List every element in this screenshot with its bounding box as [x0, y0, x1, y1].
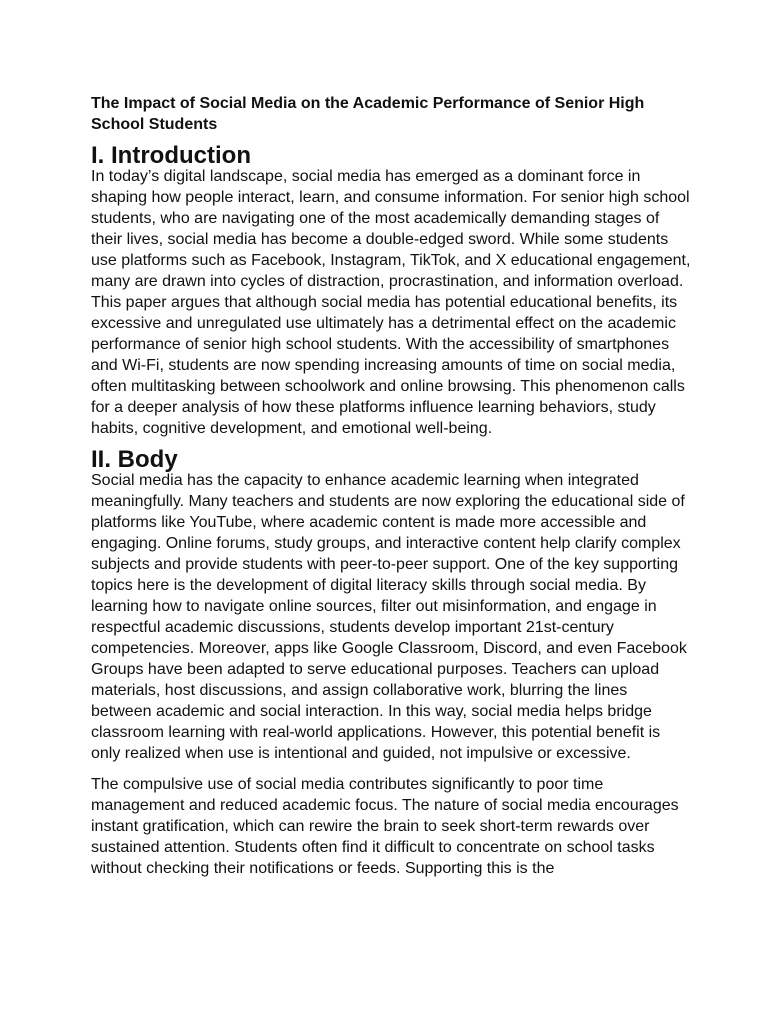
- section-heading-body: II. Body: [91, 446, 178, 473]
- body-paragraph-1: Social media has the capacity to enhance academic learning when integrated meaningfully. Many teachers and students are now exploring the educational side of platforms like YouTube, where academic content is made more accessible and engaging. Online forums, study groups, and interactive content help clarify complex subjects and provide students with peer-to-peer support. One of the key supporting topics here is the development of digital literacy skills through social media. By learning how to navigate online sources, filter out misinformation, and engage in respectful academic discussions, students develop important 21st-century competencies. Moreover, apps like Google Classroom, Discord, and even Facebook Groups have been adapted to serve educational purposes. Teachers can upload materials, host discussions, and assign collaborative work, blurring the lines between academic and social interaction. In this way, social media helps bridge classroom learning with real-world applications. However, this potential benefit is only realized when use is intentional and guided, not impulsive or excessive.: [91, 472, 687, 762]
- body-paragraph-2: The compulsive use of social media contributes significantly to poor time management and reduced academic focus. The nature of social media encourages instant gratification, which can rewire the brain to seek short-term rewards over sustained attention. Students often find it difficult to concentrate on school tasks without checking their notifications or feeds. Supporting this is the: [91, 776, 679, 877]
- introduction-paragraph: In today’s digital landscape, social media has emerged as a dominant force in shaping how people interact, learn, and consume information. For senior high school students, who are navigating one of the most academically demanding stages of their lives, social media has become a double-edged sword. While some students use platforms such as Facebook, Instagram, TikTok, and X educational engagement, many are drawn into cycles of distraction, procrastination, and information overload. This paper argues that although social media has potential educational benefits, its excessive and unregulated use ultimately has a detrimental effect on the academic performance of senior high school students. With the accessibility of smartphones and Wi-Fi, students are now spending increasing amounts of time on social media, often multitasking between schoolwork and online browsing. This phenomenon calls for a deeper analysis of how these platforms influence learning behaviors, study habits, cognitive development, and emotional well-being.: [91, 168, 691, 437]
- section-body: [91, 446, 691, 879]
- document-page: [91, 93, 691, 889]
- section-heading-introduction: I. Introduction: [91, 142, 251, 169]
- section-introduction: [91, 142, 691, 439]
- document-title: The Impact of Social Media on the Academic Performance of Senior High School Students: [91, 95, 645, 133]
